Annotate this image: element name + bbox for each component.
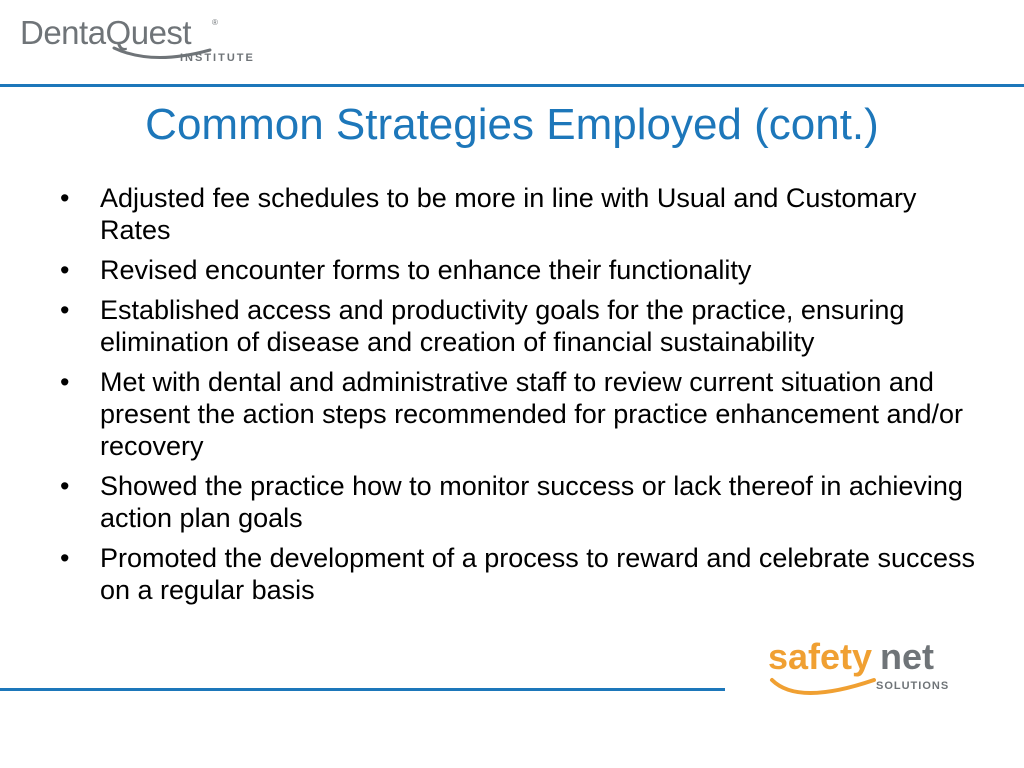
bullet-item (60, 470, 980, 534)
bullet-text: Met with dental and administrative staff to review current situation and present the action steps recommended for practice enhancement and/or recovery (100, 367, 963, 461)
bullet-marker: • (60, 367, 70, 397)
slide-title: Common Strategies Employed (cont.) (145, 100, 879, 149)
bullet-marker: • (60, 471, 70, 501)
bullet-text: Adjusted fee schedules to be more in line with Usual and Customary Rates (100, 183, 917, 245)
safety-net-logo-subtext: SOLUTIONS (876, 680, 950, 692)
dentaquest-logo-subtext: INSTITUTE (180, 52, 255, 64)
bullet-marker: • (60, 255, 70, 285)
bullet-marker: • (60, 543, 70, 573)
dentaquest-logo-trademark: ® (212, 18, 218, 27)
safety-net-swoosh-icon (768, 672, 878, 704)
safety-net-solutions-logo (768, 638, 968, 708)
bullet-text: Showed the practice how to monitor success or lack thereof in achieving action plan goals (100, 471, 963, 533)
dentaquest-institute-logo (20, 14, 260, 70)
bullet-item (60, 182, 980, 246)
bullet-item (60, 254, 980, 286)
dentaquest-logo-text: DentaQuest (20, 14, 192, 51)
bullet-marker: • (60, 295, 70, 325)
bullet-text: Promoted the development of a process to reward and celebrate success on a regular basis (100, 543, 975, 605)
bullet-item (60, 366, 980, 462)
safety-net-logo-word-safety: safety (768, 636, 873, 677)
bullet-list (60, 182, 980, 614)
bullet-marker: • (60, 183, 70, 213)
bullet-item (60, 294, 980, 358)
bullet-item (60, 542, 980, 606)
footer-divider (0, 688, 725, 691)
safety-net-logo-word-net: net (880, 636, 934, 677)
bullet-text: Established access and productivity goals for the practice, ensuring elimination of disease and creation of financial sustainability (100, 295, 905, 357)
header-divider (0, 84, 1024, 87)
bullet-text: Revised encounter forms to enhance their functionality (100, 255, 752, 285)
